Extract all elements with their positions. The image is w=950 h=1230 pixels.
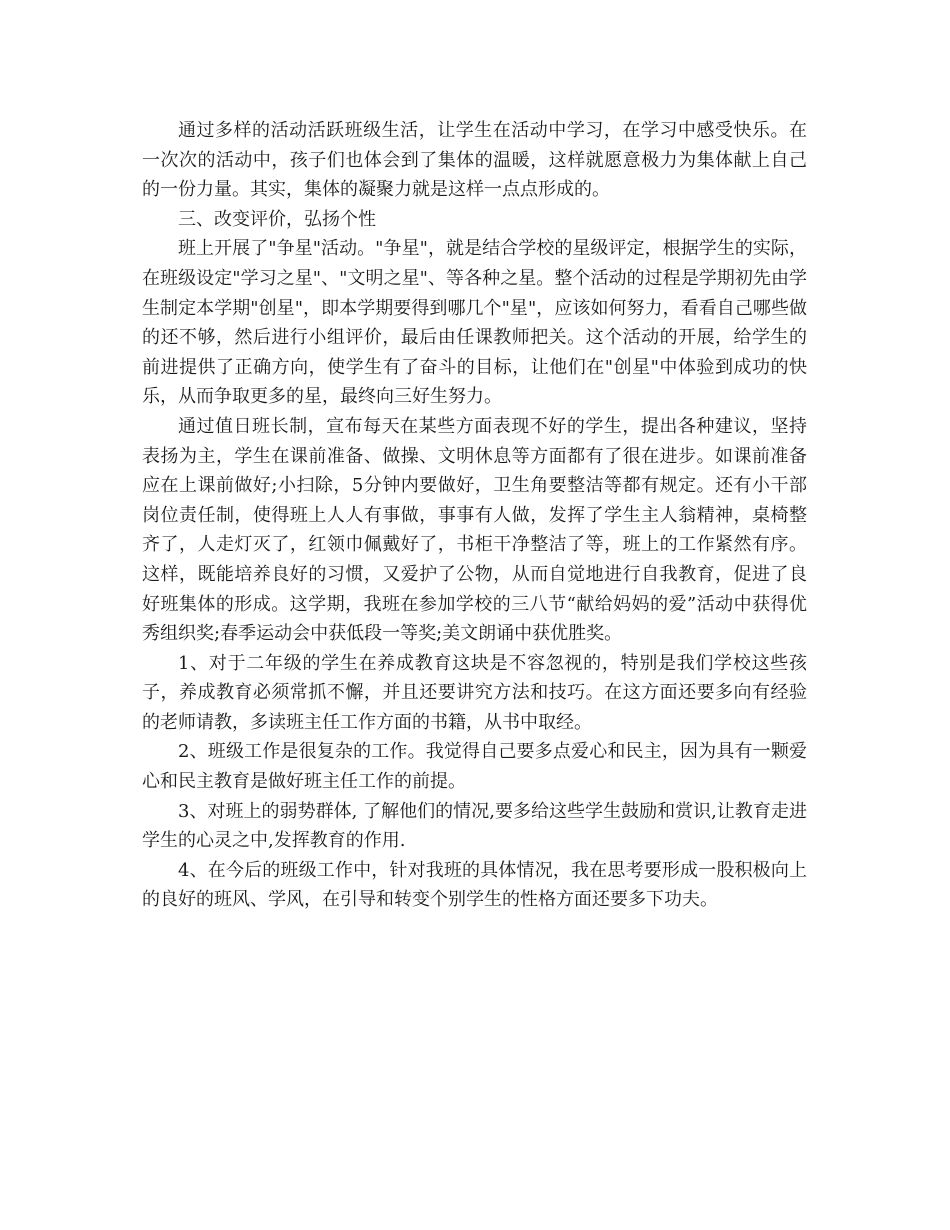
paragraph-item-2: 2、班级工作是很复杂的工作。我觉得自己要多点爱心和民主，因为具有一颗爱心和民主教育是做好班主任工作的前提。 (142, 741, 807, 793)
section-heading-evaluation: 三、改变评价，弘扬个性 (178, 208, 376, 230)
document-body (142, 116, 807, 915)
paragraph-star-activity: 班上开展了"争星"活动。"争星"，就是结合学校的星级评定，根据学生的实际，在班级设定"学习之星"、"文明之星"、等各种之星。整个活动的过程是学期初先由学生制定本学期"创星"，即本学期要得到哪几个"星"，应该如何努力，看看自己哪些做的还不够，然后进行小组评价，最后由任课教师把关。这个活动的开展，给学生的前进提供了正确方向，使学生有了奋斗的目标，让他们在"创星"中体验到成功的快乐，从而争取更多的星，最终向三好生努力。 (142, 238, 807, 408)
paragraph-duty-monitor: 通过值日班长制，宣布每天在某些方面表现不好的学生，提出各种建议，坚持表扬为主，学生在课前准备、做操、文明休息等方面都有了很在进步。如课前准备应在上课前做好;小扫除，5分钟内要做好，卫生角要整洁等都有规定。还有小干部岗位责任制，使得班上人人有事做，事事有人做，发挥了学生主人翁精神，桌椅整齐了，人走灯灭了，红领巾佩戴好了，书柜干净整洁了等，班上的工作紧然有序。这样，既能培养良好的习惯，又爱护了公物，从而自觉地进行自我教育，促进了良好班集体的形成。这学期，我班在参加学校的三八节“献给妈妈的爱”活动中获得优秀组织奖;春季运动会中获低段一等奖;美文朗诵中获优胜奖。 (142, 415, 807, 645)
paragraph-activities: 通过多样的活动活跃班级生活，让学生在活动中学习，在学习中感受快乐。在一次次的活动中，孩子们也体会到了集体的温暖，这样就愿意极力为集体献上自己的一份力量。其实，集体的凝聚力就是这样一点点形成的。 (142, 120, 807, 201)
paragraph-item-3: 3、对班上的弱势群体, 了解他们的情况,要多给这些学生鼓励和赏识,让教育走进学生的心灵之中,发挥教育的作用. (142, 800, 807, 852)
paragraph-item-1: 1、对于二年级的学生在养成教育这块是不容忽视的，特别是我们学校这些孩子，养成教育必须常抓不懈，并且还要讲究方法和技巧。在这方面还要多向有经验的老师请教，多读班主任工作方面的书籍，从书中取经。 (142, 652, 807, 733)
paragraph-item-4: 4、在今后的班级工作中，针对我班的具体情况，我在思考要形成一股积极向上的良好的班风、学风，在引导和转变个别学生的性格方面还要多下功夫。 (142, 859, 807, 911)
